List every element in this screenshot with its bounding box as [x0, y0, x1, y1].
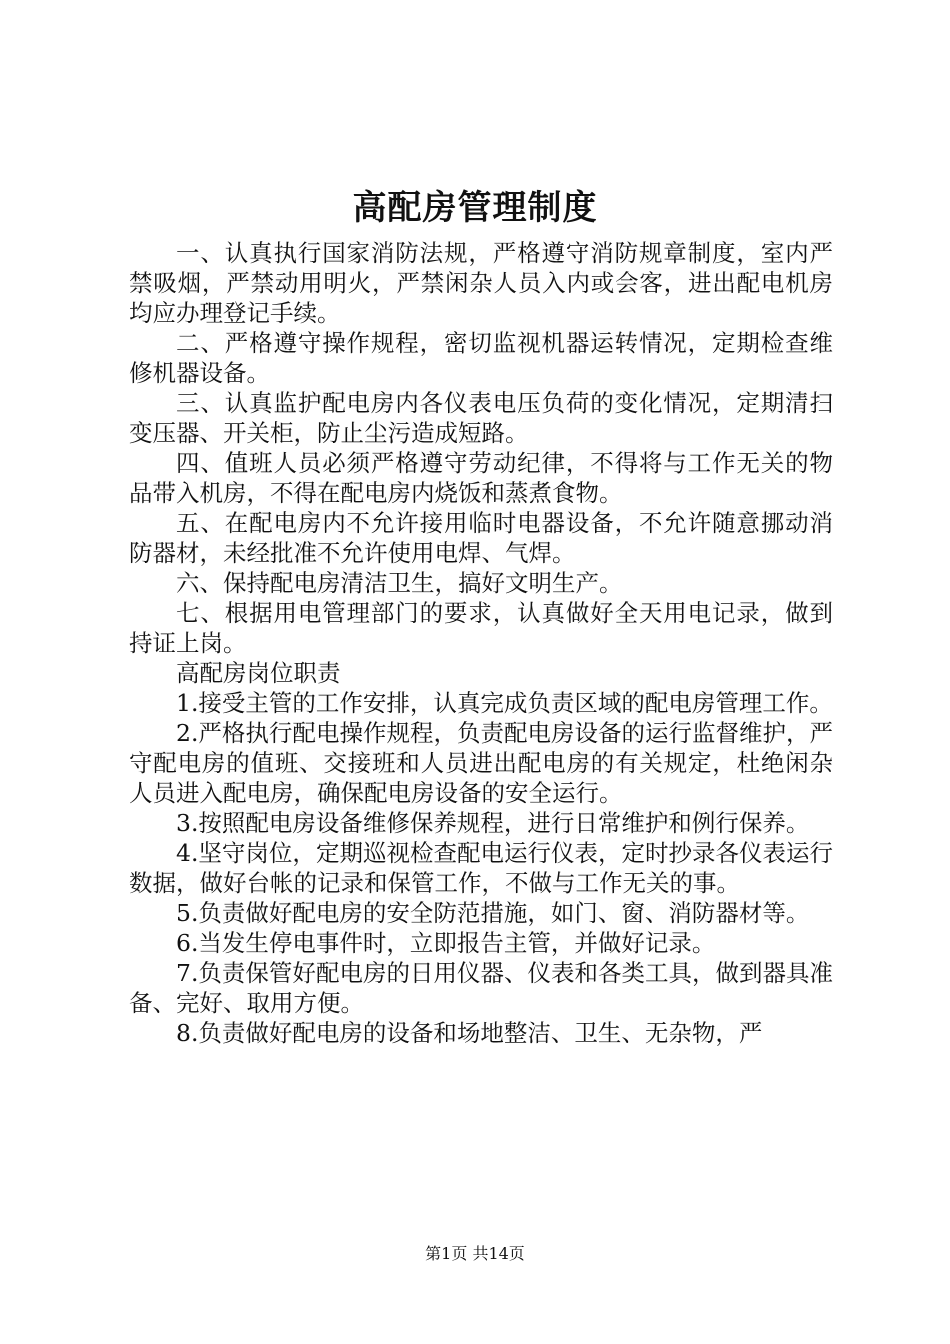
paragraph-4: 四、值班人员必须严格遵守劳动纪律，不得将与工作无关的物品带入机房，不得在配电房内烧饭和蒸煮食物。 [129, 449, 833, 507]
paragraph-3: 三、认真监护配电房内各仪表电压负荷的变化情况，定期清扫变压器、开关柜，防止尘污造成短路。 [129, 389, 833, 447]
document-title: 高配房管理制度 [352, 188, 598, 228]
duty-item-8: 8.负责做好配电房的设备和场地整洁、卫生、无杂物，严 [176, 1019, 763, 1047]
duty-item-6: 6.当发生停电事件时，立即报告主管，并做好记录。 [176, 929, 716, 957]
duty-item-3: 3.按照配电房设备维修保养规程，进行日常维护和例行保养。 [176, 809, 810, 837]
duty-item-4: 4.坚守岗位，定期巡视检查配电运行仪表，定时抄录各仪表运行数据，做好台帐的记录和保管工作，不做与工作无关的事。 [129, 839, 833, 897]
paragraph-2: 二、严格遵守操作规程，密切监视机器运转情况，定期检查维修机器设备。 [129, 329, 833, 387]
paragraph-6: 六、保持配电房清洁卫生，搞好文明生产。 [176, 569, 623, 597]
paragraph-7: 七、根据用电管理部门的要求，认真做好全天用电记录，做到持证上岗。 [129, 599, 833, 657]
duty-item-1: 1.接受主管的工作安排，认真完成负责区域的配电房管理工作。 [176, 689, 833, 717]
duty-item-5: 5.负责做好配电房的安全防范措施，如门、窗、消防器材等。 [176, 899, 810, 927]
paragraph-1: 一、认真执行国家消防法规，严格遵守消防规章制度，室内严禁吸烟，严禁动用明火，严禁闲杂人员入内或会客，进出配电机房均应办理登记手续。 [129, 239, 833, 327]
page-footer: 第1页 共14页 [425, 1244, 525, 1263]
duty-item-2: 2.严格执行配电操作规程，负责配电房设备的运行监督维护，严守配电房的值班、交接班和人员进出配电房的有关规定，杜绝闲杂人员进入配电房，确保配电房设备的安全运行。 [129, 719, 833, 807]
section-heading: 高配房岗位职责 [176, 659, 341, 687]
duty-item-7: 7.负责保管好配电房的日用仪器、仪表和各类工具，做到器具准备、完好、取用方便。 [129, 959, 833, 1017]
paragraph-5: 五、在配电房内不允许接用临时电器设备，不允许随意挪动消防器材，未经批准不允许使用电焊、气焊。 [129, 509, 833, 567]
document-body [129, 238, 833, 1048]
